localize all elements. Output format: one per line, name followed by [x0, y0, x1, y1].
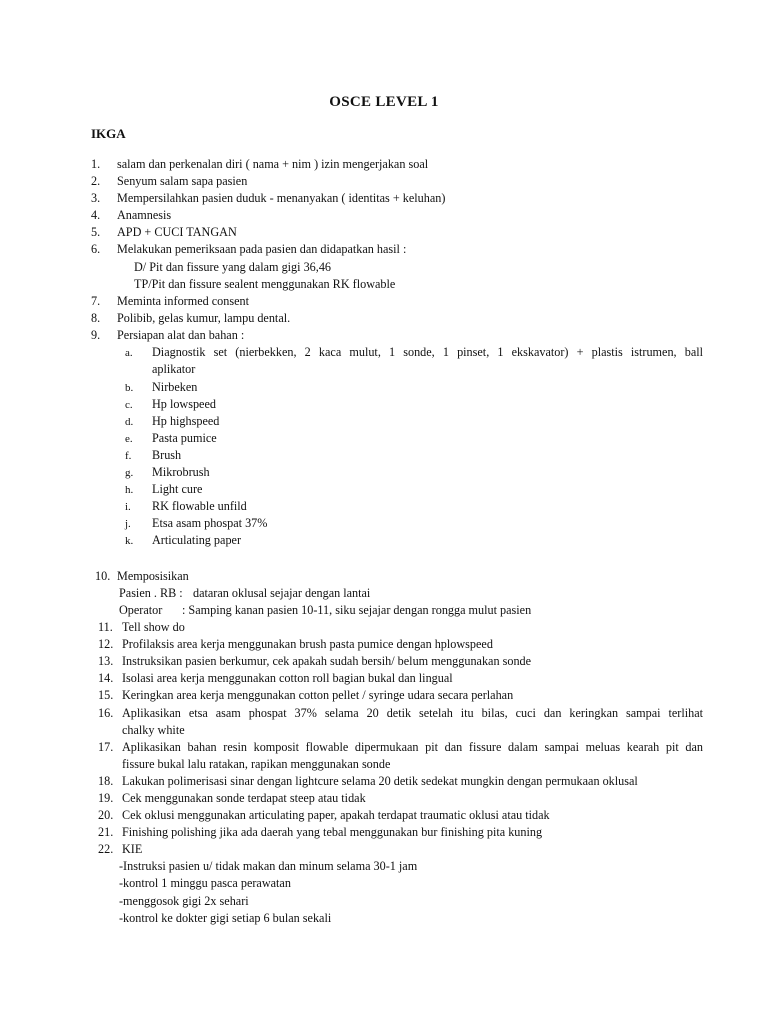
- item-number: 5.: [91, 225, 101, 239]
- subitem-letter: d.: [125, 416, 134, 428]
- kie-line: -menggosok gigi 2x sehari: [119, 894, 249, 908]
- item-text: Polibib, gelas kumur, lampu dental.: [117, 311, 291, 325]
- item-number: 15.: [98, 688, 114, 702]
- diagnosis-line: D/ Pit dan fissure yang dalam gigi 36,46: [134, 260, 332, 274]
- operator-label: Operator: [119, 603, 163, 617]
- item-text: Cek menggunakan sonde terdapat steep atau tidak: [122, 791, 366, 805]
- subitem-letter: e.: [125, 433, 133, 445]
- item-number: 12.: [98, 637, 114, 651]
- kie-line: -kontrol 1 minggu pasca perawatan: [119, 876, 291, 890]
- item-text: KIE: [122, 842, 143, 856]
- item-number: 16.: [98, 706, 114, 720]
- subitem-letter: a.: [125, 347, 133, 359]
- subitem-text: RK flowable unfild: [152, 499, 247, 513]
- subitem-text: Articulating paper: [152, 533, 242, 547]
- item-text: Mempersilahkan pasien duduk - menanyakan ( identitas + keluhan): [117, 191, 446, 205]
- treatment-plan-line: TP/Pit dan fissure sealent menggunakan RK flowable: [134, 277, 396, 291]
- item-number: 7.: [91, 294, 101, 308]
- item-number: 2.: [91, 174, 101, 188]
- subitem-letter: g.: [125, 467, 134, 479]
- item-text: Memposisikan: [117, 569, 189, 583]
- item-continuation: fissure bukal lalu ratakan, rapikan menggunakan sonde: [122, 757, 391, 771]
- item-number: 6.: [91, 242, 101, 256]
- subitem-letter: i.: [125, 501, 131, 513]
- item-text: salam dan perkenalan diri ( nama + nim ) izin mengerjakan soal: [117, 157, 429, 171]
- item-number: 13.: [98, 654, 114, 668]
- operator-value: : Samping kanan pasien 10-11, siku sejajar dengan rongga mulut pasien: [182, 603, 532, 617]
- subitem-text: Diagnostik set (nierbekken, 2 kaca mulut, 1 sonde, 1 pinset, 1 ekskavator) + plastis istrumen, ball: [152, 345, 703, 359]
- pasien-label: Pasien . RB :: [119, 586, 183, 600]
- item-number: 11.: [98, 620, 113, 634]
- item-text: Anamnesis: [117, 208, 172, 222]
- item-number: 19.: [98, 791, 114, 805]
- item-text: Isolasi area kerja menggunakan cotton roll bagian bukal dan lingual: [122, 671, 453, 685]
- subitem-text: Nirbeken: [152, 380, 198, 394]
- item-continuation: chalky white: [122, 723, 185, 737]
- subitem-text: Brush: [152, 448, 182, 462]
- item-number: 3.: [91, 191, 101, 205]
- kie-line: -Instruksi pasien u/ tidak makan dan minum selama 30-1 jam: [119, 859, 418, 873]
- item-number: 8.: [91, 311, 101, 325]
- subitem-letter: k.: [125, 535, 134, 547]
- item-number: 14.: [98, 671, 114, 685]
- item-text: Meminta informed consent: [117, 294, 249, 308]
- subitem-text: Hp lowspeed: [152, 397, 216, 411]
- item-number: 20.: [98, 808, 114, 822]
- item-text: Melakukan pemeriksaan pada pasien dan didapatkan hasil :: [117, 242, 407, 256]
- subitem-text: Pasta pumice: [152, 431, 217, 445]
- subitem-letter: h.: [125, 484, 134, 496]
- subitem-continuation: aplikator: [152, 362, 196, 376]
- item-text: APD + CUCI TANGAN: [117, 225, 237, 239]
- item-text: Senyum salam sapa pasien: [117, 174, 248, 188]
- item-text: Aplikasikan bahan resin komposit flowable dipermukaan pit dan fissure dalam sampai meluas kearah pit dan: [122, 740, 703, 754]
- pasien-value: dataran oklusal sejajar dengan lantai: [193, 586, 371, 600]
- subitem-text: Etsa asam phospat 37%: [152, 516, 268, 530]
- item-number: 22.: [98, 842, 114, 856]
- subitem-letter: b.: [125, 382, 134, 394]
- item-number: 21.: [98, 825, 114, 839]
- subitem-text: Light cure: [152, 482, 203, 496]
- item-text: Aplikasikan etsa asam phospat 37% selama 20 detik setelah itu bilas, cuci dan keringkan sampai terlihat: [122, 706, 703, 720]
- item-text: Finishing polishing jika ada daerah yang tebal menggunakan bur finishing pita kuning: [122, 825, 543, 839]
- item-text: Instruksikan pasien berkumur, cek apakah sudah bersih/ belum menggunakan sonde: [122, 654, 532, 668]
- subitem-letter: j.: [125, 518, 131, 530]
- item-text: Profilaksis area kerja menggunakan brush pasta pumice dengan hplowspeed: [122, 637, 493, 651]
- subitem-letter: f.: [125, 450, 132, 462]
- kie-line: -kontrol ke dokter gigi setiap 6 bulan sekali: [119, 911, 332, 925]
- section-heading: IKGA: [91, 126, 126, 141]
- item-text: Keringkan area kerja menggunakan cotton pellet / syringe udara secara perlahan: [122, 688, 514, 702]
- item-text: Persiapan alat dan bahan :: [117, 328, 245, 342]
- item-number: 1.: [91, 157, 101, 171]
- subitem-letter: c.: [125, 399, 133, 411]
- item-number: 17.: [98, 740, 114, 754]
- item-number: 18.: [98, 774, 114, 788]
- item-text: Tell show do: [122, 620, 185, 634]
- subitem-text: Mikrobrush: [152, 465, 210, 479]
- document-title: OSCE LEVEL 1: [329, 94, 439, 110]
- item-number: 4.: [91, 208, 101, 222]
- subitem-text: Hp highspeed: [152, 414, 220, 428]
- item-text: Cek oklusi menggunakan articulating paper, apakah terdapat traumatic oklusi atau tidak: [122, 808, 550, 822]
- item-number: 9.: [91, 328, 101, 342]
- item-number: 10.: [95, 569, 111, 583]
- item-text: Lakukan polimerisasi sinar dengan lightcure selama 20 detik sedekat mungkin dengan permukaan oklusal: [122, 774, 638, 788]
